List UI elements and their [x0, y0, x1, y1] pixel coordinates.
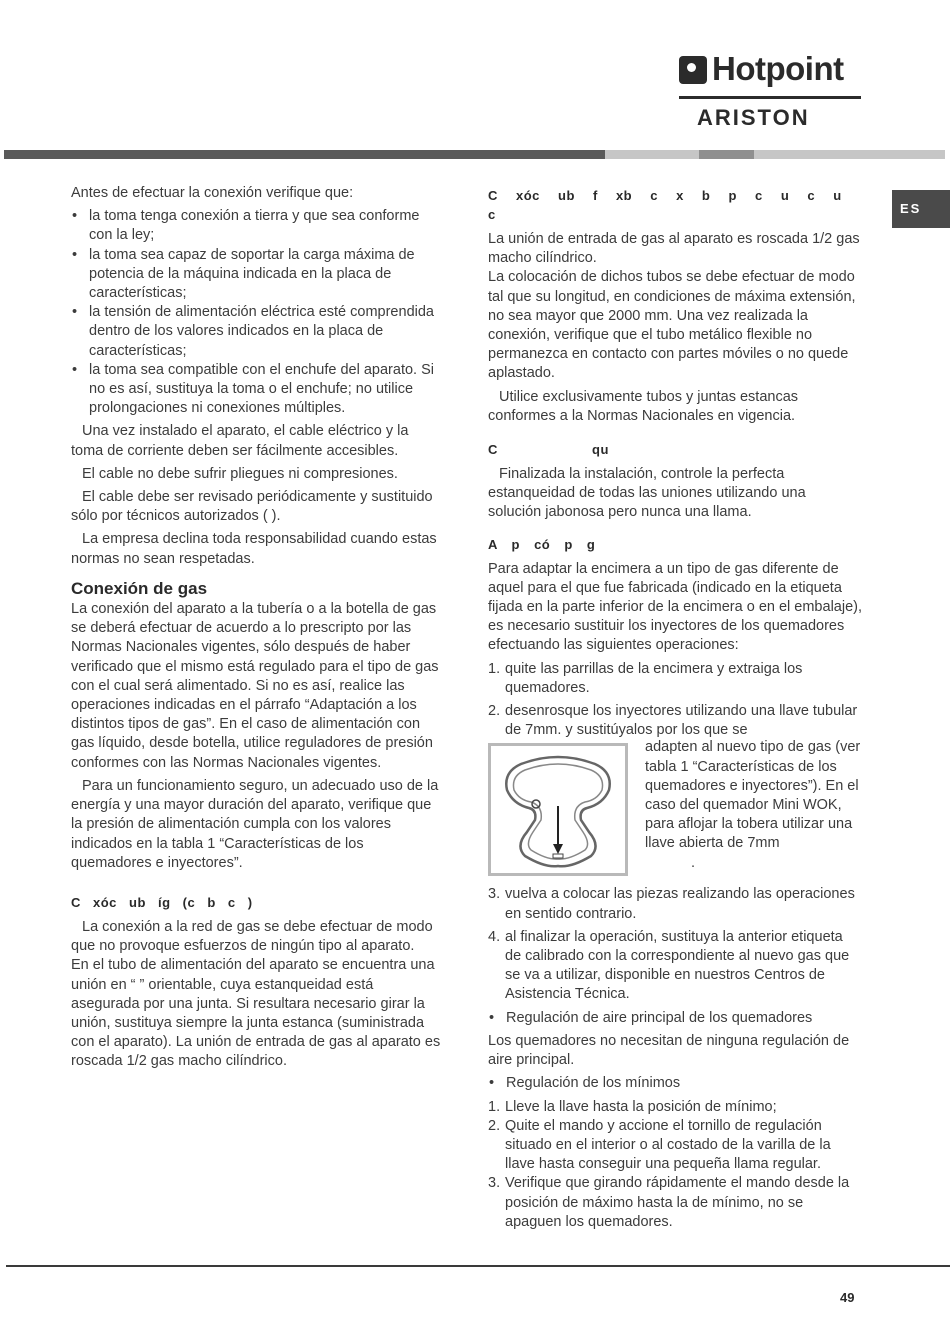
paragraph: La empresa declina toda responsabilidad cuando estas normas no sean respetadas.: [71, 531, 437, 567]
bullet-item: • la tensión de alimentación eléctrica esté comprendida dentro de los valores indicados en la placa de características;: [71, 303, 443, 361]
header-band-dark: [4, 150, 605, 159]
language-tab: ES: [892, 190, 950, 228]
right-column: [488, 184, 862, 1236]
flexible-pipe-heading: C xóc ub f xb c x b p c u c u c: [488, 188, 842, 222]
gas-adaptation-heading: A p có p g: [488, 536, 596, 552]
intro-text: Antes de efectuar la conexión verifique que:: [71, 185, 354, 201]
step-item: 4. al finalizar la operación, sustituya la anterior etiqueta de calibrado con la correspondiente al nuevo gas que se va a utilizar, disponible en nuestros Centros de Asistencia Técnica.: [488, 928, 850, 1003]
paragraph: Para adaptar la encimera a un tipo de gas diferente de aquel para el que fue fabricada (indicado en la etiqueta fijada en la parte inferior de la encimera o en el embalaje), es necesario sustituir los inyectores de los quemadores efectuando las siguientes operaciones:: [488, 560, 862, 654]
paragraph: Para un funcionamiento seguro, un adecuado uso de la energía y una mayor duración del aparato, verifique que la presión de alimentación cumpla con los valores indicados en la tabla 1 “Características de los quemadores e inyectores”.: [71, 777, 439, 871]
paragraph: La unión de entrada de gas al aparato es roscada 1/2 gas macho cilíndrico.: [488, 231, 860, 267]
air-regulation-bullet: • Regulación de aire principal de los quemadores: [488, 1009, 862, 1028]
brand-logo: [679, 50, 861, 130]
step-item: 3. vuelva a colocar las piezas realizando las operaciones en sentido contrario.: [488, 886, 855, 922]
paragraph: Finalizada la instalación, controle la perfecta estanqueidad de todas las uniones utilizando una solución jabonosa pero nunca una llama.: [488, 466, 806, 521]
page-number: 49: [840, 1290, 855, 1305]
step-item: 1. quite las parrillas de la encimera y extraiga los quemadores.: [488, 660, 803, 696]
paragraph: Los quemadores no necesitan de ninguna regulación de aire principal.: [488, 1032, 850, 1069]
paragraph: En el tubo de alimentación del aparato se encuentra una unión en “ ” orientable, cuya estanqueidad está asegurada por una junta. Si resultara necesario girar la unión, sustituya siempre la junta estanca (suministrada con el aparato). La unión de entrada de gas al aparato es roscada 1/2 gas macho cilíndrico.: [71, 957, 441, 1070]
step-item: 2. desenrosque los inyectores utilizando una llave tubular de 7mm. y sustitúyalos por los que se: [488, 703, 858, 739]
burner-figure: [488, 743, 628, 876]
min-step-item: 2. Quite el mando y accione el tornillo de regulación situado en el interior o al costado de la varilla de la llave hasta conseguir una pequeña llama regular.: [488, 1117, 831, 1173]
bullet-item: • la toma sea capaz de soportar la carga máxima de potencia de la máquina indicada en la placa de características;: [71, 246, 443, 304]
spacer: [488, 430, 862, 438]
spacer: [71, 877, 443, 891]
rigid-pipe-heading: C xóc ub íg (c b c ): [71, 894, 253, 910]
min-step-item: 1. Lleve la llave hasta la posición de mínimo;: [488, 1098, 777, 1115]
paragraph: El cable debe ser revisado periódicamente y sustituido sólo por técnicos autorizados ( ).: [71, 489, 433, 525]
bullet-item: • la toma sea compatible con el enchufe del aparato. Si no es así, sustituya la toma o el enchufe; no utilice prolongaciones ni conexiones múltiples.: [71, 361, 443, 419]
paragraph: El cable no debe sufrir pliegues ni compresiones.: [82, 465, 398, 482]
header-band-light-end: [754, 150, 945, 159]
burner-diagram-icon: [491, 746, 625, 873]
footer-rule: [6, 1265, 950, 1267]
gas-connection-heading: Conexión de gas: [71, 578, 208, 598]
logo-divider: [679, 96, 861, 99]
brand-sub: ARISTON: [697, 105, 810, 130]
paragraph: Una vez instalado el aparato, el cable eléctrico y la toma de corriente deben ser fácilmente accesibles.: [71, 423, 409, 459]
hotpoint-logo-icon: [679, 56, 707, 84]
paragraph: La conexión del aparato a la tubería o a la botella de gas se deberá efectuar de acuerdo a lo prescripto por las Normas Nacionales vigentes, sólo después de haber verificado que el mismo está regulado para el tipo de gas con el cual será alimentado. Si no es así, realice las operaciones indicadas en el párrafo “Adaptación a los distintos tipos de gas”. En el caso de alimentación con gas líquido, desde botella, utilice reguladores de presión conformes con las Normas Nacionales vigentes.: [71, 601, 439, 771]
step-2-continuation: adapten al nuevo tipo de gas (ver tabla 1 “Características de los quemadores e inyectores”). En el caso del quemador Mini WOK, para aflojar la tobera utilizar una llave abierta de 7mm .: [645, 739, 861, 871]
spacer: [488, 527, 862, 533]
leak-check-heading: C qu: [488, 442, 609, 458]
header-band-light: [605, 150, 699, 159]
left-column: [71, 184, 443, 1076]
header-band-mid: [699, 150, 754, 159]
min-step-item: 3. Verifique que girando rápidamente el mando desde la posición de máximo hasta la de mínimo, no se apaguen los quemadores.: [488, 1175, 850, 1230]
paragraph: Utilice exclusivamente tubos y juntas estancas conformes a la Normas Nacionales en vigencia.: [488, 388, 799, 424]
burner-figure-row: [488, 740, 862, 877]
paragraph: La colocación de dichos tubos se debe efectuar de modo tal que su longitud, en condiciones de máxima extensión, no sea mayor que 2000 mm. Una vez realizada la conexión, verifique que el tubo metálico flexible no permanezca en contacto con partes móviles o no quede aplastado.: [488, 269, 856, 382]
brand-name: Hotpoint: [712, 50, 844, 87]
bullet-item: • la toma tenga conexión a tierra y que sea conforme con la ley;: [71, 207, 443, 245]
paragraph: La conexión a la red de gas se debe efectuar de modo que no provoque esfuerzos de ningún tipo al aparato.: [71, 918, 433, 955]
minimum-regulation-bullet: • Regulación de los mínimos: [488, 1074, 862, 1093]
